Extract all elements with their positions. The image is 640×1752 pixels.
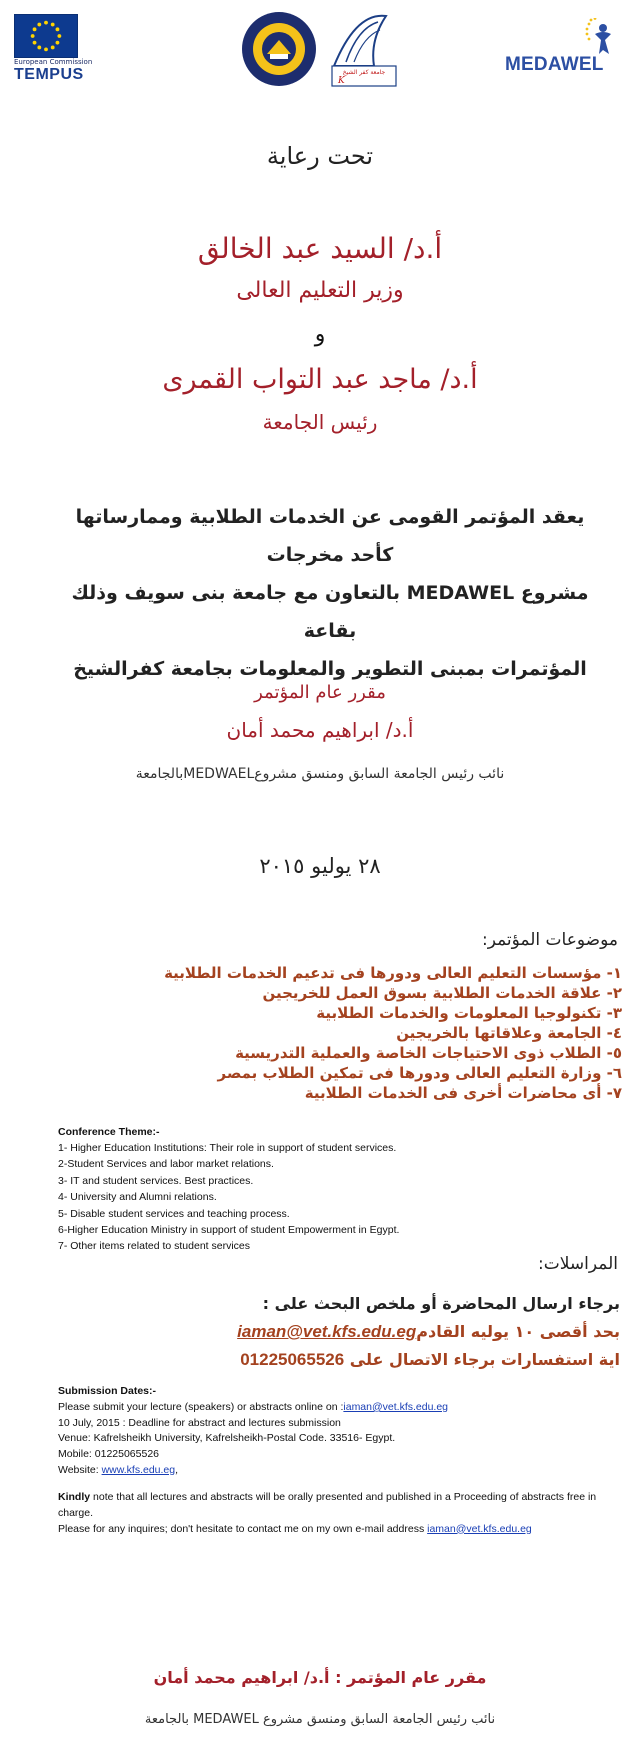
footer-role: نائب رئيس الجامعة السابق ومنسق مشروع MEDAWEL بالجامعة	[144, 1712, 496, 1727]
correspondence-line-1: برجاء ارسال المحاضرة أو ملخص البحث على :	[262, 1294, 620, 1313]
medawel-wordmark: MEDAWEL	[505, 54, 604, 75]
kafrelsheikh-university-logo	[326, 10, 402, 90]
patron-title-president: رئيس الجامعة	[262, 410, 378, 434]
note-line-1-text: note that all lectures and abstracts will be orally presented and published in a Proceeding of abstracts free in charge.	[58, 1491, 597, 1519]
note-email-link[interactable]: iaman@vet.kfs.edu.eg	[427, 1522, 532, 1535]
topic-item: ١- مؤسسات التعليم العالى ودورها فى تدعيم الخدمات الطلابية	[164, 964, 622, 982]
note-line-1	[58, 1490, 618, 1522]
theme-item: 4- University and Alumni relations.	[58, 1191, 217, 1204]
submission-title: Submission Dates:-	[58, 1385, 157, 1397]
note-line-2	[58, 1522, 618, 1538]
topic-item: ٧- أى محاضرات أخرى فى الخدمات الطلابية	[304, 1084, 622, 1102]
topics-list	[102, 963, 622, 1103]
correspondence-heading: المراسلات:	[538, 1254, 618, 1274]
topics-heading: موضوعات المؤتمر:	[481, 930, 618, 950]
submission-venue: Venue: Kafrelsheikh University, Kafrelsheikh-Postal Code. 33516- Egypt.	[58, 1432, 396, 1445]
note-line-2-text: Please for any inquires; don't hesitate to contact me on my own e-mail address	[58, 1522, 428, 1535]
eu-stars-icon	[15, 15, 77, 57]
theme-item: 1- Higher Education Institutions: Their role in support of student services.	[58, 1142, 397, 1154]
topic-item: ٣- تكنولوجيا المعلومات والخدمات الطلابية	[316, 1004, 622, 1022]
correspondence-inquiry: اية استفسارات برجاء الاتصال على	[349, 1350, 620, 1369]
theme-item: 3- IT and student services. Best practices.	[58, 1174, 254, 1187]
eu-label: European Commission	[14, 58, 93, 66]
patron-name-president: أ.د/ ماجد عبد التواب القمرى	[162, 364, 478, 395]
submission-email-link[interactable]: iaman@vet.kfs.edu.eg	[343, 1400, 449, 1413]
beni-suef-university-seal	[240, 10, 318, 88]
correspondence-line-2	[60, 1318, 620, 1346]
conference-intro	[60, 498, 600, 688]
website-link[interactable]: www.kfs.edu.eg	[101, 1463, 176, 1476]
tempus-label: TEMPUS	[14, 66, 84, 83]
patronage-heading: تحت رعاية	[266, 142, 374, 170]
submission-line-1-text: Please submit your lecture (speakers) or abstracts online on :	[58, 1400, 344, 1413]
correspondence-block	[60, 1290, 620, 1374]
topic-item: ٢- علاقة الخدمات الطلابية بسوق العمل للخريجين	[262, 984, 622, 1002]
theme-list	[58, 1140, 618, 1255]
topic-item: ٦- وزارة التعليم العالى ودورها فى تمكين الطلاب بمصر	[217, 1064, 622, 1082]
patronage-conjunction: و	[314, 322, 326, 347]
submission-website	[58, 1463, 618, 1479]
submission-block	[58, 1384, 618, 1479]
theme-item: 7- Other items related to student services	[58, 1240, 250, 1253]
correspondence-line-3	[60, 1346, 620, 1374]
submission-line-1	[58, 1400, 618, 1416]
conference-theme-en	[58, 1124, 618, 1255]
theme-title: Conference Theme:-	[58, 1126, 160, 1138]
correspondence-email-link[interactable]: iaman@vet.kfs.edu.eg	[237, 1322, 417, 1341]
theme-item: 2-Student Services and labor market relations.	[58, 1158, 274, 1171]
note-block	[58, 1490, 618, 1537]
coordinator-heading: مقرر عام المؤتمر	[254, 682, 386, 703]
submission-deadline: 10 July, 2015 : Deadline for abstract and lectures submission	[58, 1416, 341, 1429]
submission-mobile: Mobile: 01225065526	[58, 1448, 160, 1461]
svg-text:K: K	[338, 76, 345, 86]
correspondence-deadline: بحد أقصى ١٠ يوليه القادم	[416, 1322, 620, 1341]
patron-name-minister: أ.د/ السيد عبد الخالق	[197, 232, 443, 265]
conference-date: ٢٨ يوليو ٢٠١٥	[259, 854, 381, 878]
coordinator-role: نائب رئيس الجامعة السابق ومنسق مشروعMEDWAELبالجامعة	[135, 766, 505, 782]
intro-line-3: المؤتمرات بمبنى التطوير والمعلومات بجامعة كفرالشيخ	[73, 658, 587, 680]
intro-line-2: مشروع MEDAWEL بالتعاون مع جامعة بنى سويف وذلك بقاعة	[71, 582, 589, 642]
website-suffix: ,	[175, 1463, 179, 1476]
intro-line-1: يعقد المؤتمر القومى عن الخدمات الطلابية وممارساتها كأحد مخرجات	[75, 506, 585, 566]
patron-title-minister: وزير التعليم العالى	[236, 278, 404, 303]
kfs-logo-text: جامعة كفر الشيخ	[342, 69, 386, 76]
website-label: Website:	[58, 1463, 102, 1476]
footer-coordinator: مقرر عام المؤتمر : أ.د/ ابراهيم محمد أمان	[153, 1668, 487, 1687]
logo-row	[0, 10, 640, 90]
theme-item: 5- Disable student services and teaching process.	[58, 1207, 290, 1220]
eu-flag-icon	[14, 14, 78, 58]
correspondence-phone: 01225065526	[240, 1350, 345, 1369]
theme-item: 6-Higher Education Ministry in support of student Empowerment in Egypt.	[58, 1224, 400, 1237]
topic-item: ٥- الطلاب ذوى الاحتياجات الخاصة والعملية التدريسية	[235, 1044, 622, 1062]
topic-item: ٤- الجامعة وعلاقاتها بالخريجين	[396, 1024, 622, 1042]
coordinator-name: أ.د/ ابراهيم محمد أمان	[226, 718, 414, 742]
note-kindly: Kindly	[58, 1491, 91, 1503]
medawel-logo	[505, 18, 629, 78]
